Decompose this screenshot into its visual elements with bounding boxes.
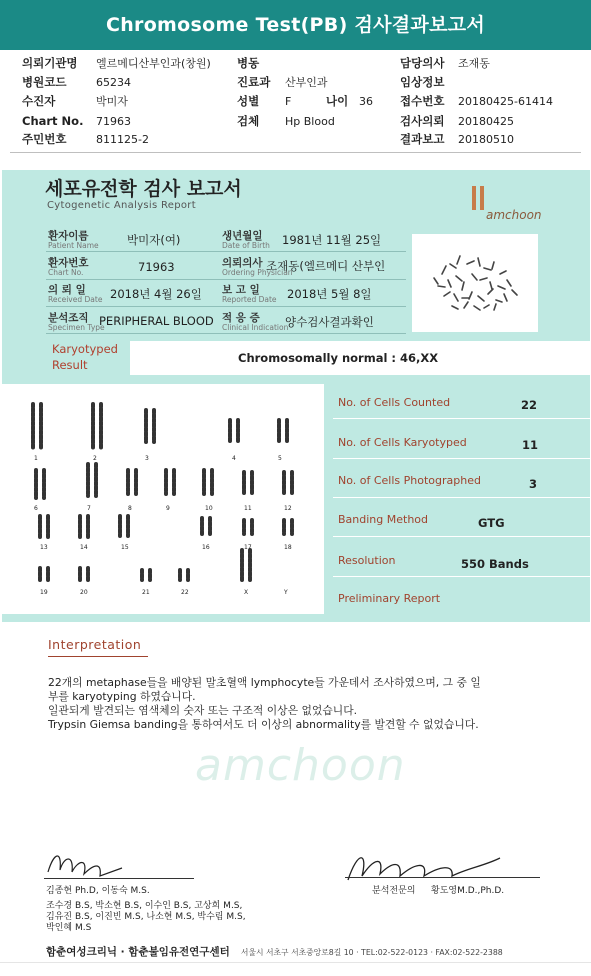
stat-value: 11 — [522, 438, 539, 452]
field-value: 71963 — [138, 260, 175, 274]
chrom-label: 16 — [202, 544, 210, 551]
info-value: 20180425-61414 — [458, 95, 553, 108]
chrom-label: 7 — [87, 505, 91, 512]
info-value: F — [285, 95, 292, 108]
chrom-label: 14 — [80, 544, 88, 551]
info-value: 811125-2 — [96, 133, 149, 146]
stat-label: No. of Cells Photographed — [338, 474, 481, 487]
divider — [10, 152, 581, 153]
field-label: 보 고 일 — [222, 284, 260, 296]
field-label-en: Reported Date — [222, 295, 277, 304]
stat-value: 3 — [529, 477, 538, 491]
info-label: 수진자 — [22, 94, 56, 108]
chrom-label: 18 — [284, 544, 292, 551]
field-label-en: Clinical Indication — [222, 323, 289, 332]
info-label: 성별 — [237, 94, 260, 108]
chrom-label: 19 — [40, 589, 48, 596]
page-title: Chromosome Test(PB) 검사결과보고서 — [0, 0, 591, 50]
karyogram-image — [2, 384, 324, 614]
info-label: 결과보고 — [400, 132, 445, 146]
row-line — [333, 458, 590, 459]
page-bottom — [0, 962, 591, 976]
chrom-label: 15 — [121, 544, 129, 551]
age-value: 36 — [359, 95, 373, 108]
info-label: 검사의뢰 — [400, 114, 445, 128]
chrom-label: 10 — [205, 505, 213, 512]
heading-underline — [48, 656, 148, 657]
footer — [46, 944, 503, 959]
chrom-label: 9 — [166, 505, 170, 512]
karyotype-result: Chromosomally normal : 46,XX — [130, 341, 590, 375]
age-label: 나이 — [326, 94, 349, 108]
staff-line: 김유진 B.S, 이진빈 M.S, 나소현 M.S, 박수림 M.S, — [46, 912, 246, 922]
chrom-label: 20 — [80, 589, 88, 596]
field-label: 분석조직 — [48, 312, 89, 324]
row-line — [333, 418, 590, 419]
stat-value: 22 — [521, 398, 538, 412]
info-label: 담당의사 — [400, 56, 445, 70]
field-label-en: Date of Birth — [222, 241, 270, 250]
interpretation-line: 일관되게 발견되는 염색체의 숫자 또는 구조적 이상은 없었습니다. — [48, 704, 358, 717]
signature-line — [44, 878, 194, 879]
karyotyped-label — [52, 341, 118, 373]
staff-line: 조수경 B.S, 박소현 B.S, 이수인 B.S, 고상희 M.S, — [46, 901, 243, 911]
chrom-label: 11 — [244, 505, 252, 512]
watermark: amchoon — [195, 740, 406, 791]
info-label: Chart No. — [22, 114, 84, 128]
report-subtitle: Cytogenetic Analysis Report — [47, 200, 196, 211]
footer-org: 함춘여성크리닉 · 함춘불임유전연구센터 — [46, 946, 230, 958]
stat-label: No. of Cells Counted — [338, 396, 451, 409]
chrom-label: 2 — [93, 455, 97, 462]
interpretation-body — [48, 676, 568, 732]
row-line — [333, 576, 590, 577]
signer-role: 분석전문의 — [372, 886, 416, 896]
field-value: PERIPHERAL BLOOD — [99, 314, 214, 328]
info-label: 진료과 — [237, 75, 271, 89]
info-label: 병원코드 — [22, 75, 67, 89]
staff-line: 박인혜 M.S — [46, 923, 92, 933]
row-line — [46, 251, 406, 252]
chrom-label: 17 — [244, 544, 252, 551]
logo-text: amchoon — [486, 208, 542, 222]
field-label: 적 응 증 — [222, 312, 260, 324]
stat-label: Preliminary Report — [338, 592, 441, 605]
chrom-label: 6 — [34, 505, 38, 512]
metaphase-spread-image — [412, 234, 538, 332]
interpretation-line: 부를 karyotyping 하였습니다. — [48, 690, 196, 703]
field-label: 환자번호 — [48, 257, 89, 269]
chrom-label: Y — [284, 589, 288, 596]
info-label: 의뢰기관명 — [22, 56, 78, 70]
signer-name: 황도영M.D.,Ph.D. — [431, 886, 505, 896]
chrom-label: 4 — [232, 455, 236, 462]
field-label: 생년월일 — [222, 230, 263, 242]
field-label-en: Ordering Physician — [222, 268, 293, 277]
chrom-label: X — [244, 589, 249, 596]
field-label-en: Received Date — [48, 295, 103, 304]
logo-mark — [472, 186, 476, 210]
info-label: 검체 — [237, 114, 260, 128]
stat-label: No. of Cells Karyotyped — [338, 436, 467, 449]
field-label-en: Chart No. — [48, 268, 84, 277]
field-value: 조재동(엘르메디 산부인 — [266, 259, 386, 273]
field-value: 양수검사결과확인 — [285, 315, 374, 329]
info-value: 20180425 — [458, 115, 514, 128]
stat-label: Banding Method — [338, 513, 429, 526]
stat-value: GTG — [478, 516, 505, 530]
info-value: 박미자 — [96, 95, 128, 108]
chrom-label: 5 — [278, 455, 282, 462]
info-label: 접수번호 — [400, 94, 445, 108]
chrom-label: 22 — [181, 589, 189, 596]
row-line — [333, 497, 590, 498]
chrom-label: 3 — [145, 455, 149, 462]
interpretation-heading: Interpretation — [48, 637, 142, 652]
info-label: 주민번호 — [22, 132, 67, 146]
info-value: Hp Blood — [285, 115, 335, 128]
field-label: 환자이름 — [48, 230, 89, 242]
field-label-en: Specimen Type — [48, 323, 105, 332]
row-line — [46, 279, 406, 280]
info-label: 병동 — [237, 56, 260, 70]
karyotyped-label-line: Karyotyped — [52, 342, 118, 356]
info-value: 20180510 — [458, 133, 514, 146]
footer-address: 서울시 서초구 서초중앙로8길 10 · TEL:02-522-0123 · FAX:02-522-2388 — [240, 948, 503, 957]
logo-mark — [480, 186, 484, 210]
chrom-label: 1 — [34, 455, 38, 462]
stat-value: 550 Bands — [461, 557, 529, 571]
row-line — [46, 333, 406, 334]
report-title: 세포유전학 검사 보고서 — [45, 178, 242, 200]
row-line — [46, 306, 406, 307]
chrom-label: 21 — [142, 589, 150, 596]
interpretation-line: Trypsin Giemsa banding을 통하여서도 더 이상의 abnormality를 발견할 수 없었습니다. — [48, 718, 479, 731]
signature-line — [345, 877, 540, 878]
field-value: 1981년 11월 25일 — [282, 233, 382, 247]
field-value: 2018년 5월 8일 — [287, 287, 372, 301]
field-label-en: Patient Name — [48, 241, 99, 250]
field-value: 박미자(여) — [127, 233, 181, 247]
chrom-label: 12 — [284, 505, 292, 512]
info-value: 산부인과 — [285, 76, 328, 89]
info-value: 71963 — [96, 115, 131, 128]
field-value: 2018년 4월 26일 — [110, 287, 202, 301]
info-label: 임상정보 — [400, 75, 445, 89]
stat-label: Resolution — [338, 554, 396, 567]
info-value: 조재동 — [458, 57, 490, 70]
row-line — [333, 536, 590, 537]
staff-line: 김종현 Ph.D, 이동숙 M.S. — [46, 886, 150, 896]
karyotyped-label-line: Result — [52, 358, 88, 372]
info-value: 엘르메디산부인과(창원) — [96, 57, 211, 70]
field-label: 의 뢰 일 — [48, 284, 86, 296]
interpretation-line: 22개의 metaphase들을 배양된 말초혈액 lymphocyte들 가운데서 조사하였으며, 그 중 일 — [48, 676, 481, 689]
field-label: 의뢰의사 — [222, 257, 263, 269]
info-value: 65234 — [96, 76, 131, 89]
chrom-label: 8 — [128, 505, 132, 512]
chrom-label: 13 — [40, 544, 48, 551]
